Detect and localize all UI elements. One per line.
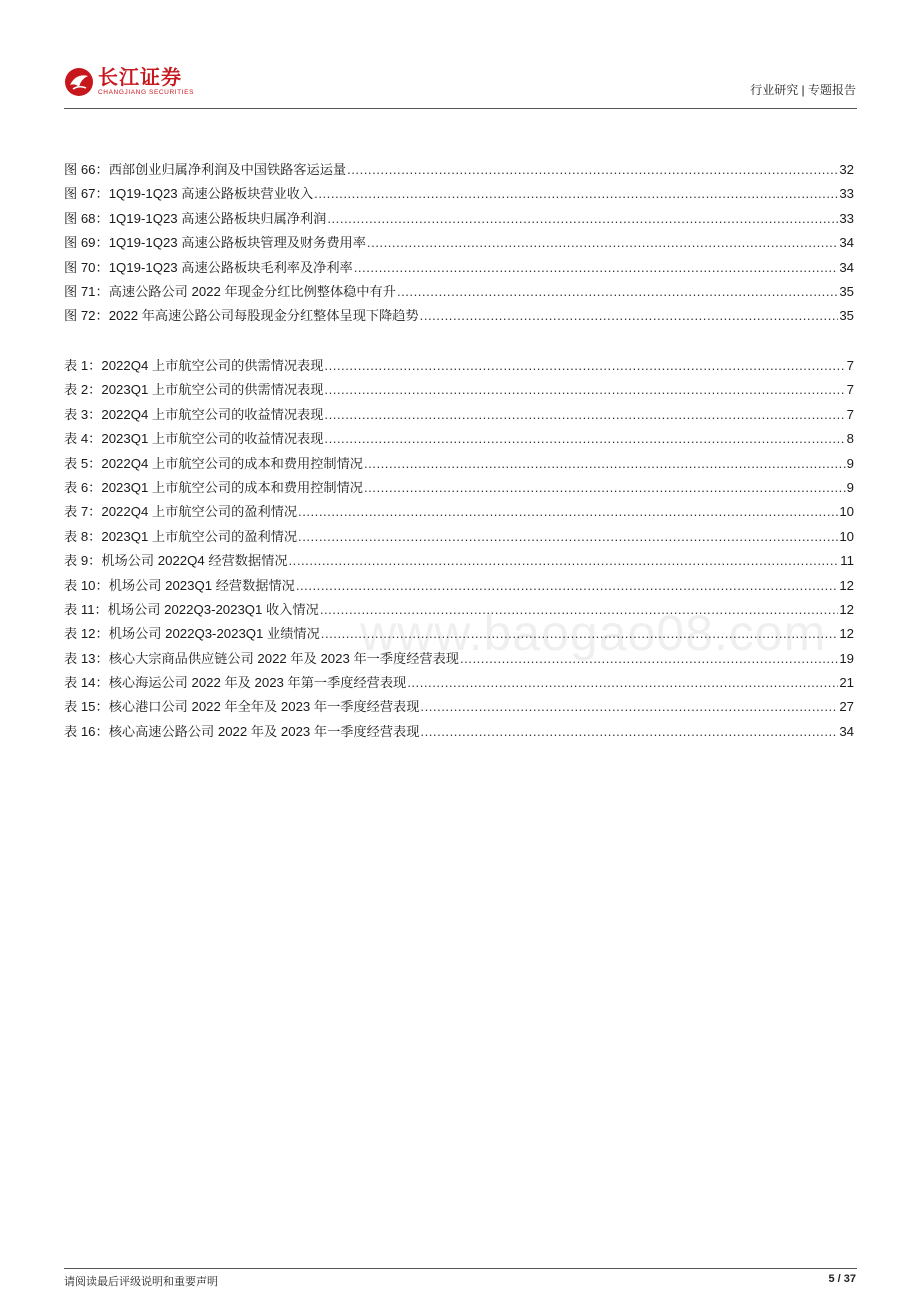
footer-divider: [64, 1268, 857, 1269]
table-index-row[interactable]: [64, 720, 854, 744]
dot-leader: [364, 452, 846, 476]
toc-entry-page: 11: [840, 553, 854, 569]
table-index-row[interactable]: [64, 378, 854, 402]
page-number: 5 / 37: [828, 1273, 856, 1285]
toc-entry-title: 图 70：1Q19-1Q23 高速公路板块毛利率及净利率: [64, 259, 353, 275]
dot-leader: [298, 500, 838, 524]
toc-entry-page: 10: [839, 504, 854, 520]
figure-index-row[interactable]: [64, 304, 854, 328]
dot-leader: [420, 720, 838, 744]
table-index-row[interactable]: [64, 403, 854, 427]
dot-leader: [367, 231, 838, 255]
toc-entry-page: 27: [839, 699, 854, 715]
toc-entry-title: 表 5：2022Q4 上市航空公司的成本和费用控制情况: [64, 455, 363, 471]
figure-index-row[interactable]: [64, 256, 854, 280]
dot-leader: [364, 476, 846, 500]
dot-leader: [296, 574, 838, 598]
figure-index-row[interactable]: [64, 231, 854, 255]
figure-index-row[interactable]: [64, 158, 854, 182]
toc-entry-page: 7: [846, 358, 854, 373]
dot-leader: [314, 182, 838, 206]
report-type-label: 行业研究 | 专题报告: [750, 83, 856, 97]
toc-entry-title: 表 6：2023Q1 上市航空公司的成本和费用控制情况: [64, 479, 363, 495]
table-index-list: [64, 354, 854, 744]
company-logo: [64, 62, 194, 102]
toc-entry-title: 表 8：2023Q1 上市航空公司的盈利情况: [64, 528, 298, 544]
table-index-row[interactable]: [64, 476, 854, 500]
toc-entry-title: 表 9：机场公司 2022Q4 经营数据情况: [64, 553, 288, 569]
toc-entry-title: 表 2：2023Q1 上市航空公司的供需情况表现: [64, 382, 324, 398]
table-index-row[interactable]: [64, 671, 854, 695]
toc-entry-page: 12: [839, 626, 854, 642]
dot-leader: [407, 671, 838, 695]
toc-entry-page: 12: [839, 577, 854, 593]
toc-entry-title: 图 72：2022 年高速公路公司每股现金分红整体呈现下降趋势: [64, 308, 419, 324]
table-index-row[interactable]: [64, 695, 854, 719]
toc-entry-page: 33: [839, 186, 854, 202]
toc-entry-page: 34: [839, 235, 854, 251]
toc-entry-title: 图 67：1Q19-1Q23 高速公路板块营业收入: [64, 186, 314, 202]
toc-entry-page: 32: [839, 162, 854, 177]
toc-entry-title: 表 10：机场公司 2023Q1 经营数据情况: [64, 577, 295, 593]
figure-index-row[interactable]: [64, 182, 854, 206]
disclaimer-notice: 请阅读最后评级说明和重要声明: [64, 1276, 218, 1288]
toc-entry-page: 7: [846, 406, 854, 422]
toc-entry-title: 表 1：2022Q4 上市航空公司的供需情况表现: [64, 358, 324, 373]
table-index-row[interactable]: [64, 574, 854, 598]
dot-leader: [420, 695, 838, 719]
toc-entry-title: 表 13：核心大宗商品供应链公司 2022 年及 2023 年一季度经营表现: [64, 650, 459, 666]
logo-english-name: CHANGJIANG SECURITIES: [98, 89, 195, 96]
dot-leader: [324, 403, 845, 427]
toc-entry-page: 35: [839, 283, 854, 299]
dot-leader: [347, 158, 838, 182]
toc-entry-title: 图 69：1Q19-1Q23 高速公路板块管理及财务费用率: [64, 235, 366, 251]
toc-entry-title: 表 14：核心海运公司 2022 年及 2023 年第一季度经营表现: [64, 675, 407, 691]
toc-entry-title: 表 16：核心高速公路公司 2022 年及 2023 年一季度经营表现: [64, 723, 420, 739]
toc-entry-page: 8: [846, 431, 854, 447]
dot-leader: [397, 280, 838, 304]
toc-entry-title: 表 12：机场公司 2022Q3-2023Q1 业绩情况: [64, 626, 320, 642]
table-index-row[interactable]: [64, 452, 854, 476]
toc-entry-title: 图 71：高速公路公司 2022 年现金分红比例整体稳中有升: [64, 283, 396, 299]
dot-leader: [327, 207, 838, 231]
dot-leader: [324, 354, 845, 378]
watermark-text: www.baogao08.com: [360, 605, 827, 661]
toc-entry-title: 表 11：机场公司 2022Q3-2023Q1 收入情况: [64, 601, 319, 617]
toc-entry-page: 34: [839, 723, 854, 739]
toc-entry-page: 21: [839, 675, 854, 691]
dot-leader: [420, 304, 839, 328]
toc-entry-page: 10: [839, 528, 854, 544]
figure-index-row[interactable]: [64, 207, 854, 231]
page-header: [64, 62, 856, 110]
dot-leader: [354, 256, 839, 280]
toc-entry-title: 图 66：西部创业归属净利润及中国铁路客运运量: [64, 162, 347, 177]
table-index-row[interactable]: [64, 354, 854, 378]
logo-chinese-name: 长江证券: [98, 67, 182, 89]
table-index-row[interactable]: [64, 500, 854, 524]
toc-entry-title: 表 3：2022Q4 上市航空公司的收益情况表现: [64, 406, 324, 422]
toc-entry-page: 33: [839, 210, 854, 226]
dot-leader: [324, 427, 845, 451]
toc-entry-page: 35: [839, 308, 854, 324]
toc-entry-page: 9: [846, 455, 854, 471]
header-divider: [64, 108, 857, 109]
dot-leader: [298, 525, 838, 549]
toc-entry-page: 9: [846, 479, 854, 495]
figure-index-list: [64, 158, 854, 329]
toc-entry-title: 图 68：1Q19-1Q23 高速公路板块归属净利润: [64, 210, 327, 226]
toc-entry-page: 7: [846, 382, 854, 398]
toc-entry-title: 表 7：2022Q4 上市航空公司的盈利情况: [64, 504, 298, 520]
logo-emblem-icon: [64, 67, 94, 97]
figure-index-row[interactable]: [64, 280, 854, 304]
table-index-row[interactable]: [64, 549, 854, 573]
dot-leader: [289, 549, 840, 573]
table-index-row[interactable]: [64, 427, 854, 451]
toc-entry-page: 34: [839, 259, 854, 275]
toc-entry-title: 表 4：2023Q1 上市航空公司的收益情况表现: [64, 431, 324, 447]
toc-entry-page: 12: [839, 601, 854, 617]
toc-entry-page: 19: [839, 650, 854, 666]
dot-leader: [324, 378, 845, 402]
toc-entry-title: 表 15：核心港口公司 2022 年全年及 2023 年一季度经营表现: [64, 699, 420, 715]
table-index-row[interactable]: [64, 525, 854, 549]
